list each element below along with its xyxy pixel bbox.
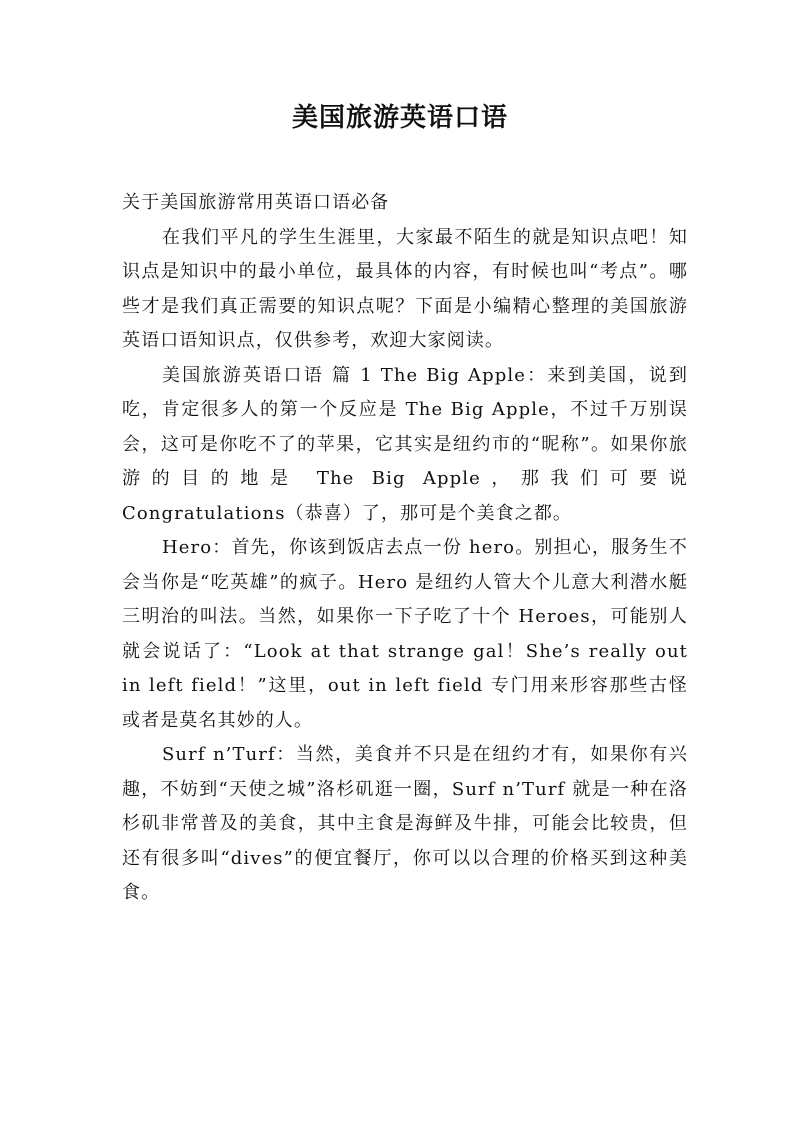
- document-subtitle: 关于美国旅游常用英语口语必备: [122, 192, 390, 213]
- paragraph-surf-n-turf: Surf n’Turf：当然，美食并不只是在纽约才有，如果你有兴趣，不妨到“天使之城”洛杉矶逛一圈，Surf n’Turf 就是一种在洛杉矶非常普及的美食，其中主食是海鲜及牛排，可能会比较贵，但还有很多叫“dives”的便宜餐厅，你可以以合理的价格买到这种美食。: [122, 744, 688, 903]
- document-body: [122, 186, 688, 911]
- document-title: 美国旅游英语口语: [291, 103, 508, 133]
- paragraph-intro: 在我们平凡的学生生涯里，大家最不陌生的就是知识点吧！知识点是知识中的最小单位，最具体的内容，有时候也叫“考点”。哪些才是我们真正需要的知识点呢？下面是小编精心整理的美国旅游英语口语知识点，仅供参考，欢迎大家阅读。: [122, 226, 688, 351]
- paragraph-big-apple: 美国旅游英语口语 篇 1 The Big Apple：来到美国，说到吃，肯定很多人的第一个反应是 The Big Apple，不过千万别误会，这可是你吃不了的苹果，它其实是纽约市的“昵称”。如果你旅游的目的地是 The Big Apple，那我们可要说 Congratulations（恭喜）了，那可是个美食之都。: [122, 364, 688, 524]
- paragraph-hero: Hero：首先，你该到饭店去点一份 hero。别担心，服务生不会当你是“吃英雄”的疯子。Hero 是纽约人管大个儿意大利潜水艇三明治的叫法。当然，如果你一下子吃了十个 Heroes，可能别人就会说话了：“Look at that strange gal！She’s really out in left field！”这里，out in left field 专门用来形容那些古怪或者是莫名其妙的人。: [122, 537, 688, 731]
